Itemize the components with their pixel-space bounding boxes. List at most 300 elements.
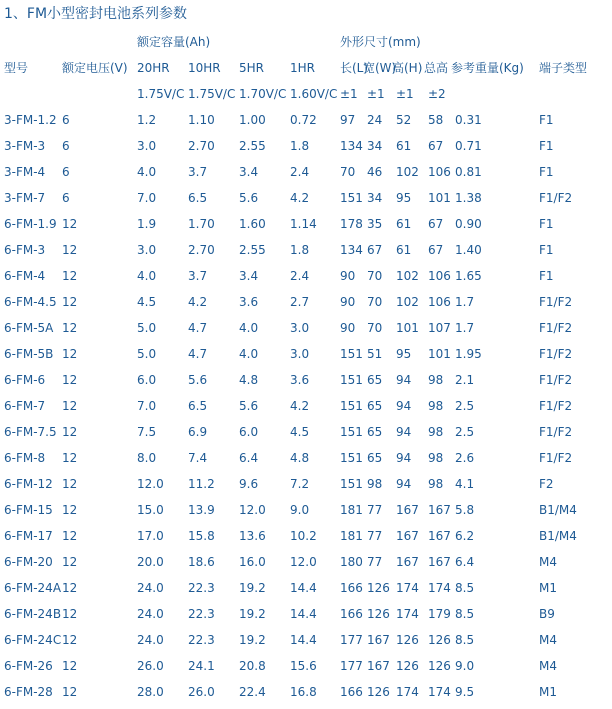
table-row: [0, 393, 612, 419]
cell-height: 167: [396, 555, 419, 569]
cell-length: 178: [340, 217, 363, 231]
cell-1hr: 16.8: [290, 685, 317, 699]
cell-voltage: 12: [62, 243, 78, 257]
table-body: [0, 29, 612, 705]
cell-20hr: 1.2: [137, 113, 157, 127]
cell-20hr: 8.0: [137, 451, 157, 465]
cell-5hr: 20.8: [239, 659, 266, 673]
cell-voltage: 12: [62, 581, 78, 595]
cell-voltage: 12: [62, 529, 78, 543]
cell-5hr: 5.6: [239, 399, 259, 413]
cell-voltage: 12: [62, 373, 78, 387]
cell-1hr: 2.4: [290, 165, 310, 179]
cell-20hr: 28.0: [137, 685, 164, 699]
cell-10hr: 24.1: [188, 659, 215, 673]
cell-width: 65: [367, 451, 383, 465]
cell-terminal: F1: [539, 269, 554, 283]
cell-height: 94: [396, 451, 412, 465]
header-weight: 参考重量(Kg): [451, 61, 524, 75]
header-10hr: 10HR: [188, 61, 221, 75]
cell-model: 6-FM-7: [4, 399, 46, 413]
cell-total-height: 106: [428, 165, 451, 179]
cell-model: 6-FM-20: [4, 555, 53, 569]
cell-20hr: 4.0: [137, 165, 157, 179]
cell-10hr: 6.5: [188, 399, 208, 413]
table-row: [0, 419, 612, 445]
cell-width: 70: [367, 269, 383, 283]
cell-1hr: 3.0: [290, 347, 310, 361]
cell-width: 126: [367, 607, 390, 621]
dimensions-group-header: 外形尺寸(mm): [340, 35, 421, 49]
cell-weight: 9.0: [455, 659, 475, 673]
cell-terminal: F1/F2: [539, 425, 573, 439]
cell-weight: 8.5: [455, 607, 475, 621]
cell-20hr: 7.5: [137, 425, 157, 439]
table-row: [0, 367, 612, 393]
cell-model: 3-FM-7: [4, 191, 46, 205]
cell-total-height: 98: [428, 399, 444, 413]
cell-terminal: F1/F2: [539, 191, 573, 205]
cell-total-height: 107: [428, 321, 451, 335]
table-row: [0, 653, 612, 679]
cell-10hr: 1.10: [188, 113, 215, 127]
cell-5hr: 5.6: [239, 191, 259, 205]
cell-model: 6-FM-26: [4, 659, 53, 673]
cell-terminal: F1: [539, 165, 554, 179]
cell-voltage: 12: [62, 503, 78, 517]
cell-1hr: 1.8: [290, 243, 310, 257]
header-length: 长(L): [340, 61, 369, 75]
cell-total-height: 126: [428, 633, 451, 647]
cell-model: 6-FM-17: [4, 529, 53, 543]
cell-5hr: 1.00: [239, 113, 266, 127]
table-row: [0, 627, 612, 653]
table-row: [0, 497, 612, 523]
cell-10hr: 5.6: [188, 373, 208, 387]
cell-width: 34: [367, 139, 383, 153]
battery-spec-table: [0, 29, 612, 705]
cell-width: 126: [367, 685, 390, 699]
cell-model: 6-FM-24A: [4, 581, 62, 595]
cell-20hr: 24.0: [137, 607, 164, 621]
cell-5hr: 2.55: [239, 243, 266, 257]
cell-5hr: 4.0: [239, 321, 259, 335]
cell-terminal: F1/F2: [539, 321, 573, 335]
page-title: 1、FM小型密封电池系列参数: [4, 6, 188, 22]
cell-10hr: 3.7: [188, 269, 208, 283]
cell-1hr: 9.0: [290, 503, 310, 517]
cell-weight: 6.2: [455, 529, 475, 543]
cell-1hr: 14.4: [290, 633, 317, 647]
cell-voltage: 12: [62, 347, 78, 361]
cell-total-height: 98: [428, 451, 444, 465]
cell-5hr: 9.6: [239, 477, 259, 491]
cell-model: 6-FM-28: [4, 685, 53, 699]
cell-height: 167: [396, 529, 419, 543]
cell-20hr: 5.0: [137, 321, 157, 335]
table-row: [0, 107, 612, 133]
cell-weight: 0.71: [455, 139, 482, 153]
table-row: [0, 575, 612, 601]
cell-weight: 6.4: [455, 555, 475, 569]
cell-height: 52: [396, 113, 412, 127]
cell-5hr: 19.2: [239, 633, 266, 647]
table-row: [0, 679, 612, 705]
cell-total-height: 167: [428, 503, 451, 517]
cell-width: 77: [367, 529, 383, 543]
subheader-5hr: 1.70V/C: [239, 87, 287, 101]
cell-length: 181: [340, 503, 363, 517]
cell-length: 90: [340, 295, 356, 309]
header-total-height: 总高: [424, 61, 449, 75]
cell-terminal: F1: [539, 139, 554, 153]
cell-weight: 0.81: [455, 165, 482, 179]
cell-1hr: 4.5: [290, 425, 310, 439]
cell-height: 167: [396, 503, 419, 517]
cell-height: 174: [396, 685, 419, 699]
cell-length: 180: [340, 555, 363, 569]
cell-height: 61: [396, 139, 412, 153]
subheader-20hr: 1.75V/C: [137, 87, 185, 101]
cell-5hr: 3.6: [239, 295, 259, 309]
cell-total-height: 106: [428, 295, 451, 309]
cell-width: 34: [367, 191, 383, 205]
cell-width: 67: [367, 243, 383, 257]
cell-height: 101: [396, 321, 419, 335]
cell-height: 174: [396, 581, 419, 595]
cell-20hr: 26.0: [137, 659, 164, 673]
cell-width: 70: [367, 295, 383, 309]
cell-length: 134: [340, 243, 363, 257]
cell-total-height: 174: [428, 581, 451, 595]
cell-terminal: M4: [539, 555, 557, 569]
cell-5hr: 12.0: [239, 503, 266, 517]
cell-20hr: 24.0: [137, 633, 164, 647]
cell-1hr: 2.7: [290, 295, 310, 309]
cell-width: 77: [367, 503, 383, 517]
cell-terminal: F1: [539, 217, 554, 231]
cell-length: 166: [340, 685, 363, 699]
cell-total-height: 67: [428, 139, 444, 153]
cell-terminal: F1/F2: [539, 295, 573, 309]
cell-total-height: 58: [428, 113, 444, 127]
cell-terminal: F1/F2: [539, 373, 573, 387]
cell-terminal: M4: [539, 633, 557, 647]
cell-voltage: 12: [62, 633, 78, 647]
cell-length: 177: [340, 659, 363, 673]
cell-voltage: 12: [62, 607, 78, 621]
cell-terminal: M4: [539, 659, 557, 673]
cell-20hr: 20.0: [137, 555, 164, 569]
subheader-length: ±1: [340, 87, 358, 101]
cell-length: 166: [340, 581, 363, 595]
cell-1hr: 15.6: [290, 659, 317, 673]
header-terminal: 端子类型: [539, 61, 588, 75]
cell-height: 95: [396, 347, 412, 361]
cell-model: 6-FM-24C: [4, 633, 62, 647]
cell-model: 6-FM-7.5: [4, 425, 57, 439]
cell-width: 35: [367, 217, 383, 231]
cell-weight: 5.8: [455, 503, 475, 517]
cell-length: 151: [340, 373, 363, 387]
cell-1hr: 1.14: [290, 217, 317, 231]
cell-length: 166: [340, 607, 363, 621]
cell-model: 6-FM-5B: [4, 347, 54, 361]
subheader-10hr: 1.75V/C: [188, 87, 236, 101]
cell-weight: 1.7: [455, 321, 475, 335]
cell-terminal: B1/M4: [539, 503, 577, 517]
cell-10hr: 6.5: [188, 191, 208, 205]
cell-total-height: 179: [428, 607, 451, 621]
cell-length: 134: [340, 139, 363, 153]
cell-10hr: 2.70: [188, 139, 215, 153]
cell-model: 6-FM-4: [4, 269, 46, 283]
cell-terminal: F1/F2: [539, 347, 573, 361]
cell-5hr: 19.2: [239, 581, 266, 595]
cell-5hr: 19.2: [239, 607, 266, 621]
table-row: [0, 185, 612, 211]
cell-1hr: 2.4: [290, 269, 310, 283]
cell-10hr: 11.2: [188, 477, 215, 491]
cell-terminal: F1/F2: [539, 399, 573, 413]
header-width: 宽(W): [363, 61, 397, 75]
cell-10hr: 13.9: [188, 503, 215, 517]
cell-20hr: 17.0: [137, 529, 164, 543]
cell-voltage: 6: [62, 191, 70, 205]
cell-1hr: 0.72: [290, 113, 317, 127]
cell-20hr: 3.0: [137, 243, 157, 257]
cell-voltage: 12: [62, 269, 78, 283]
cell-1hr: 4.2: [290, 191, 310, 205]
cell-10hr: 4.2: [188, 295, 208, 309]
cell-10hr: 2.70: [188, 243, 215, 257]
cell-length: 151: [340, 191, 363, 205]
cell-voltage: 12: [62, 555, 78, 569]
table-row: [0, 159, 612, 185]
table-row: [0, 237, 612, 263]
cell-5hr: 4.0: [239, 347, 259, 361]
cell-length: 181: [340, 529, 363, 543]
cell-total-height: 98: [428, 373, 444, 387]
cell-20hr: 15.0: [137, 503, 164, 517]
cell-total-height: 167: [428, 529, 451, 543]
cell-model: 3-FM-3: [4, 139, 46, 153]
cell-model: 6-FM-4.5: [4, 295, 57, 309]
cell-5hr: 1.60: [239, 217, 266, 231]
cell-height: 94: [396, 399, 412, 413]
cell-5hr: 3.4: [239, 165, 259, 179]
cell-weight: 1.40: [455, 243, 482, 257]
cell-height: 61: [396, 217, 412, 231]
cell-model: 6-FM-24B: [4, 607, 62, 621]
cell-voltage: 12: [62, 399, 78, 413]
cell-5hr: 3.4: [239, 269, 259, 283]
cell-weight: 0.90: [455, 217, 482, 231]
cell-terminal: F1: [539, 113, 554, 127]
cell-10hr: 1.70: [188, 217, 215, 231]
cell-voltage: 6: [62, 139, 70, 153]
cell-terminal: F2: [539, 477, 554, 491]
header-20hr: 20HR: [137, 61, 170, 75]
cell-width: 167: [367, 633, 390, 647]
cell-20hr: 7.0: [137, 191, 157, 205]
cell-model: 6-FM-8: [4, 451, 46, 465]
cell-model: 6-FM-6: [4, 373, 46, 387]
cell-20hr: 5.0: [137, 347, 157, 361]
cell-height: 94: [396, 425, 412, 439]
cell-terminal: M1: [539, 685, 557, 699]
cell-height: 102: [396, 269, 419, 283]
cell-width: 126: [367, 581, 390, 595]
cell-length: 177: [340, 633, 363, 647]
cell-model: 6-FM-15: [4, 503, 53, 517]
cell-length: 90: [340, 321, 356, 335]
cell-20hr: 4.5: [137, 295, 157, 309]
cell-1hr: 14.4: [290, 607, 317, 621]
cell-terminal: F1/F2: [539, 451, 573, 465]
subheader-height: ±1: [396, 87, 414, 101]
cell-5hr: 6.4: [239, 451, 259, 465]
cell-weight: 1.38: [455, 191, 482, 205]
cell-weight: 8.5: [455, 633, 475, 647]
cell-1hr: 12.0: [290, 555, 317, 569]
column-header-row: [0, 55, 612, 81]
cell-weight: 9.5: [455, 685, 475, 699]
cell-length: 90: [340, 269, 356, 283]
table-row: [0, 549, 612, 575]
cell-total-height: 98: [428, 425, 444, 439]
cell-5hr: 6.0: [239, 425, 259, 439]
cell-weight: 0.31: [455, 113, 482, 127]
cell-total-height: 67: [428, 243, 444, 257]
table-row: [0, 471, 612, 497]
cell-width: 46: [367, 165, 383, 179]
cell-total-height: 67: [428, 217, 444, 231]
cell-1hr: 10.2: [290, 529, 317, 543]
cell-weight: 1.95: [455, 347, 482, 361]
cell-20hr: 6.0: [137, 373, 157, 387]
cell-10hr: 3.7: [188, 165, 208, 179]
cell-height: 95: [396, 191, 412, 205]
cell-voltage: 12: [62, 425, 78, 439]
cell-20hr: 3.0: [137, 139, 157, 153]
cell-voltage: 12: [62, 477, 78, 491]
cell-20hr: 4.0: [137, 269, 157, 283]
cell-height: 102: [396, 165, 419, 179]
cell-weight: 2.5: [455, 399, 475, 413]
cell-width: 65: [367, 425, 383, 439]
cell-10hr: 4.7: [188, 347, 208, 361]
cell-total-height: 167: [428, 555, 451, 569]
cell-width: 65: [367, 373, 383, 387]
cell-length: 151: [340, 477, 363, 491]
cell-voltage: 6: [62, 113, 70, 127]
cell-length: 151: [340, 347, 363, 361]
cell-total-height: 101: [428, 191, 451, 205]
cell-10hr: 4.7: [188, 321, 208, 335]
header-5hr: 5HR: [239, 61, 264, 75]
cell-10hr: 6.9: [188, 425, 208, 439]
cell-height: 174: [396, 607, 419, 621]
cell-20hr: 1.9: [137, 217, 157, 231]
cell-5hr: 4.8: [239, 373, 259, 387]
subheader-1hr: 1.60V/C: [290, 87, 338, 101]
table-row: [0, 263, 612, 289]
table-row: [0, 523, 612, 549]
cell-weight: 8.5: [455, 581, 475, 595]
cell-weight: 1.65: [455, 269, 482, 283]
cell-height: 61: [396, 243, 412, 257]
cell-terminal: B9: [539, 607, 555, 621]
cell-weight: 2.1: [455, 373, 475, 387]
cell-5hr: 22.4: [239, 685, 266, 699]
cell-width: 24: [367, 113, 383, 127]
subheader-total-height: ±2: [428, 87, 446, 101]
cell-1hr: 7.2: [290, 477, 310, 491]
cell-terminal: F1: [539, 243, 554, 257]
cell-length: 151: [340, 451, 363, 465]
cell-length: 97: [340, 113, 356, 127]
header-1hr: 1HR: [290, 61, 315, 75]
cell-width: 98: [367, 477, 383, 491]
cell-length: 151: [340, 399, 363, 413]
cell-voltage: 12: [62, 659, 78, 673]
cell-width: 70: [367, 321, 383, 335]
cell-width: 51: [367, 347, 383, 361]
cell-model: 6-FM-3: [4, 243, 46, 257]
cell-5hr: 13.6: [239, 529, 266, 543]
cell-model: 3-FM-1.2: [4, 113, 57, 127]
cell-1hr: 4.2: [290, 399, 310, 413]
cell-10hr: 7.4: [188, 451, 208, 465]
cell-20hr: 12.0: [137, 477, 164, 491]
table-row: [0, 315, 612, 341]
cell-terminal: B1/M4: [539, 529, 577, 543]
cell-height: 94: [396, 373, 412, 387]
cell-10hr: 22.3: [188, 581, 215, 595]
table-row: [0, 341, 612, 367]
cell-5hr: 16.0: [239, 555, 266, 569]
cell-1hr: 3.0: [290, 321, 310, 335]
cell-model: 6-FM-5A: [4, 321, 54, 335]
cell-model: 6-FM-1.9: [4, 217, 57, 231]
cell-width: 77: [367, 555, 383, 569]
cell-model: 6-FM-12: [4, 477, 53, 491]
cell-total-height: 174: [428, 685, 451, 699]
cell-10hr: 26.0: [188, 685, 215, 699]
table-row: [0, 211, 612, 237]
cell-voltage: 12: [62, 451, 78, 465]
cell-1hr: 1.8: [290, 139, 310, 153]
subheader-width: ±1: [367, 87, 385, 101]
cell-length: 151: [340, 425, 363, 439]
cell-1hr: 3.6: [290, 373, 310, 387]
cell-total-height: 106: [428, 269, 451, 283]
cell-width: 65: [367, 399, 383, 413]
cell-weight: 2.5: [455, 425, 475, 439]
header-height: 高(H): [392, 61, 423, 75]
cell-model: 3-FM-4: [4, 165, 46, 179]
cell-voltage: 12: [62, 685, 78, 699]
cell-weight: 4.1: [455, 477, 475, 491]
header-model: 型号: [4, 61, 29, 75]
cell-20hr: 7.0: [137, 399, 157, 413]
cell-5hr: 2.55: [239, 139, 266, 153]
cell-20hr: 24.0: [137, 581, 164, 595]
table-row: [0, 601, 612, 627]
cell-voltage: 12: [62, 321, 78, 335]
table-row: [0, 289, 612, 315]
